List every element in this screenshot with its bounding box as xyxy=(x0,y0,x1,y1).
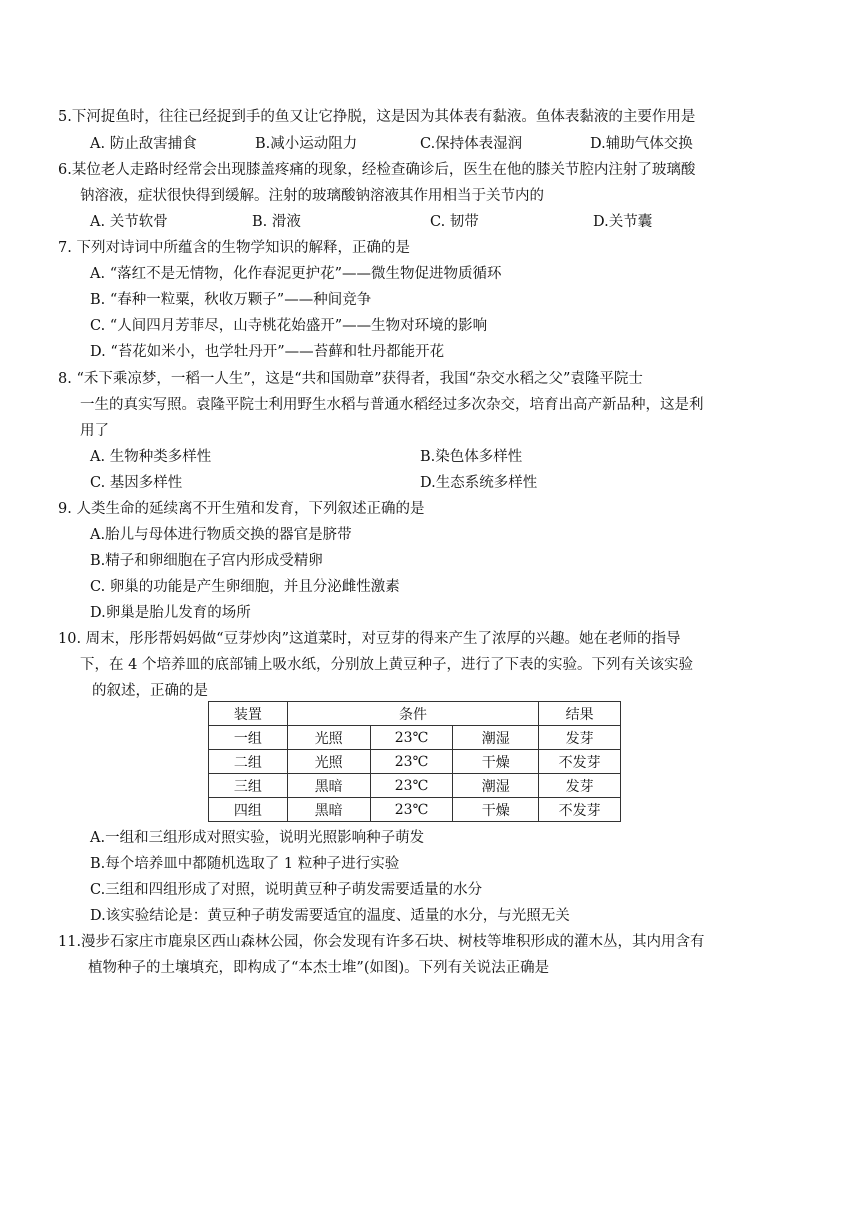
table-cell: 二组 xyxy=(209,750,288,774)
q10-stem-line2: 下，在 4 个培养皿的底部铺上吸水纸，分别放上黄豆种子，进行了下表的实验。下列有关该实验 xyxy=(80,657,693,673)
q7-option-d[interactable]: D. “苔花如米小，也学牡丹开”——苔藓和牡丹都能开花 xyxy=(90,344,445,360)
table-cell: 四组 xyxy=(209,798,288,822)
q6-stem-line2: 钠溶液，症状很快得到缓解。注射的玻璃酸钠溶液其作用相当于关节内的 xyxy=(80,188,544,204)
table-cell: 光照 xyxy=(287,750,370,774)
table-cell: 潮湿 xyxy=(453,726,539,750)
table-cell: 一组 xyxy=(209,726,288,750)
table-cell: 不发芽 xyxy=(539,750,621,774)
q8-option-b[interactable]: B.染色体多样性 xyxy=(420,449,523,465)
table-row xyxy=(209,774,621,798)
q7-option-a[interactable]: A. “落红不是无情物，化作春泥更护花”——微生物促进物质循环 xyxy=(90,266,502,282)
table-cell: 干燥 xyxy=(453,798,539,822)
q11-stem-line1: 11.漫步石家庄市鹿泉区西山森林公园，你会发现有许多石块、树枝等堆积形成的灌木丛，其内用含有 xyxy=(58,934,705,950)
q6-option-b[interactable]: B. 滑液 xyxy=(252,214,301,230)
table-header-cell: 结果 xyxy=(539,702,621,726)
q6-option-a[interactable]: A. 关节软骨 xyxy=(90,214,168,230)
table-cell: 23℃ xyxy=(370,798,453,822)
q9-option-a[interactable]: A.胎儿与母体进行物质交换的器官是脐带 xyxy=(90,527,352,543)
q6-option-d[interactable]: D.关节囊 xyxy=(593,214,653,230)
table-cell: 23℃ xyxy=(370,750,453,774)
q10-option-d[interactable]: D.该实验结论是：黄豆种子萌发需要适宜的温度、适量的水分，与光照无关 xyxy=(90,908,570,924)
q7-stem: 7. 下列对诗词中所蕴含的生物学知识的解释，正确的是 xyxy=(58,240,410,256)
q10-stem-line3: 的叙述，正确的是 xyxy=(92,683,208,699)
q5-stem: 5.下河捉鱼时，往往已经捉到手的鱼又让它挣脱，这是因为其体表有黏液。鱼体表黏液的主要作用是 xyxy=(58,109,696,125)
q5-option-b[interactable]: B.减小运动阻力 xyxy=(255,136,358,152)
q10-stem-line1: 10. 周末，彤彤帮妈妈做“豆芽炒肉”这道菜时，对豆芽的得来产生了浓厚的兴趣。她在老师的指导 xyxy=(58,631,681,647)
q10-option-c[interactable]: C.三组和四组形成了对照，说明黄豆种子萌发需要适量的水分 xyxy=(90,882,483,898)
q5-option-a[interactable]: A. 防止敌害捕食 xyxy=(90,136,197,152)
q10-option-b[interactable]: B.每个培养皿中都随机选取了 1 粒种子进行实验 xyxy=(90,856,400,872)
table-cell: 黑暗 xyxy=(287,798,370,822)
table-row xyxy=(209,798,621,822)
table-cell: 黑暗 xyxy=(287,774,370,798)
table-cell: 发芽 xyxy=(539,774,621,798)
q6-option-c[interactable]: C. 韧带 xyxy=(430,214,479,230)
q6-stem-line1: 6.某位老人走路时经常会出现膝盖疼痛的现象，经检查确诊后，医生在他的膝关节腔内注射了玻璃酸 xyxy=(58,162,696,178)
table-cell: 干燥 xyxy=(453,750,539,774)
q8-stem-line2: 一生的真实写照。袁隆平院士利用野生水稻与普通水稻经过多次杂交，培育出高产新品种，这是利 xyxy=(80,397,704,413)
table-cell: 23℃ xyxy=(370,774,453,798)
q9-option-c[interactable]: C. 卵巢的功能是产生卵细胞，并且分泌雌性激素 xyxy=(90,579,400,595)
table-cell: 23℃ xyxy=(370,726,453,750)
table-header-row xyxy=(209,702,621,726)
experiment-table xyxy=(208,701,621,822)
table-cell: 发芽 xyxy=(539,726,621,750)
q5-option-c[interactable]: C.保持体表湿润 xyxy=(420,136,523,152)
q9-stem: 9. 人类生命的延续离不开生殖和发育，下列叙述正确的是 xyxy=(58,501,425,517)
q8-stem-line1: 8. “禾下乘凉梦，一稻一人生”，这是“共和国勋章”获得者，我国“杂交水稻之父”袁隆平院士 xyxy=(58,371,643,387)
q9-option-d[interactable]: D.卵巢是胎儿发育的场所 xyxy=(90,605,251,621)
q11-stem-line2: 植物种子的土壤填充，即构成了“本杰士堆”(如图)。下列有关说法正确是 xyxy=(88,960,550,976)
table-row xyxy=(209,726,621,750)
table-cell: 潮湿 xyxy=(453,774,539,798)
table-row xyxy=(209,750,621,774)
q7-option-b[interactable]: B. “春种一粒粟，秋收万颗子”——种间竞争 xyxy=(90,292,372,308)
table-header-cell: 条件 xyxy=(287,702,538,726)
q8-option-d[interactable]: D.生态系统多样性 xyxy=(420,475,538,491)
q5-option-d[interactable]: D.辅助气体交换 xyxy=(590,136,693,152)
table-cell: 光照 xyxy=(287,726,370,750)
q8-option-a[interactable]: A. 生物种类多样性 xyxy=(90,449,212,465)
q10-option-a[interactable]: A.一组和三组形成对照实验，说明光照影响种子萌发 xyxy=(90,830,425,846)
table-cell: 不发芽 xyxy=(539,798,621,822)
table-cell: 三组 xyxy=(209,774,288,798)
q7-option-c[interactable]: C. “人间四月芳菲尽，山寺桃花始盛开”——生物对环境的影响 xyxy=(90,318,488,334)
q8-option-c[interactable]: C. 基因多样性 xyxy=(90,475,183,491)
table-header-cell: 装置 xyxy=(209,702,288,726)
q8-stem-line3: 用了 xyxy=(80,423,109,439)
q9-option-b[interactable]: B.精子和卵细胞在子宫内形成受精卵 xyxy=(90,553,323,569)
